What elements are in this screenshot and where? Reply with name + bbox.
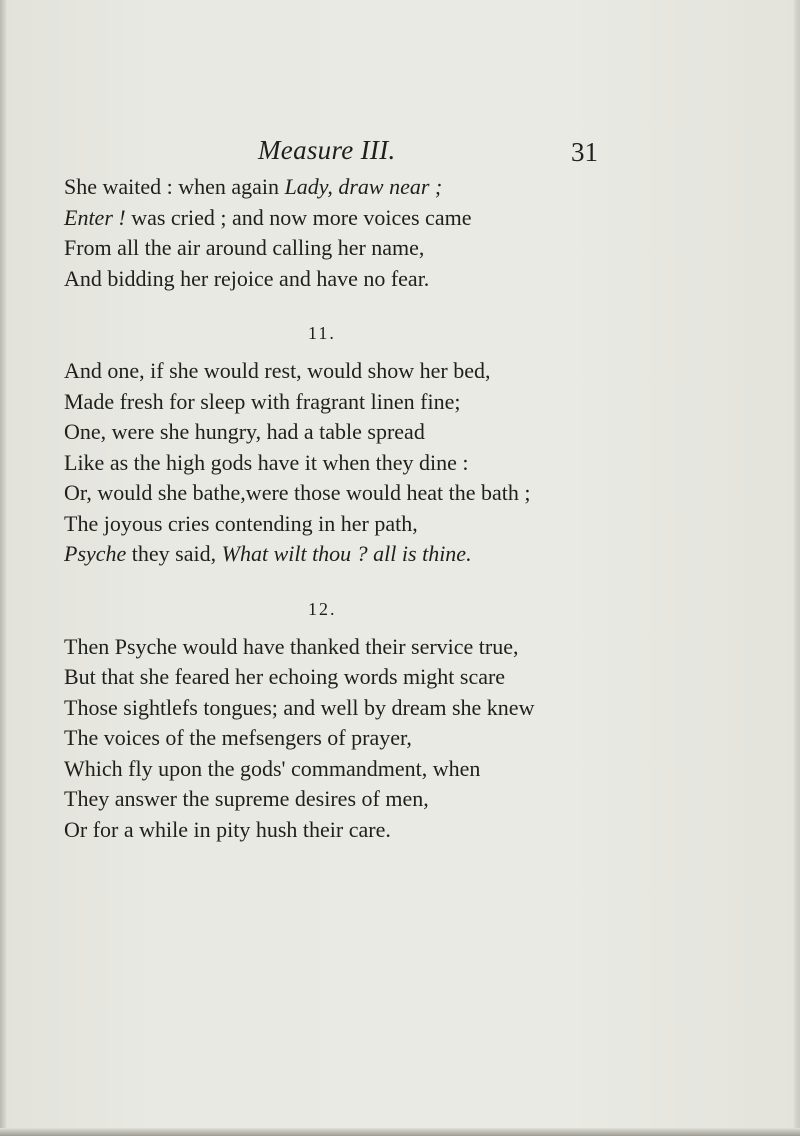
poem-line: Or for a while in pity hush their care. — [64, 816, 391, 842]
italic-phrase: Lady, draw near ; — [284, 174, 443, 199]
poem-line: They answer the supreme desires of men, — [64, 786, 429, 811]
italic-phrase: What wilt thou ? all is thine. — [221, 541, 472, 566]
poem-line — [64, 203, 604, 234]
page-header — [258, 135, 598, 175]
poem-line — [64, 539, 604, 570]
stanza-number-11: 11. — [308, 323, 336, 343]
page-left-edge — [0, 0, 6, 1136]
poem-line: Then Psyche would have thanked their service true, — [64, 633, 519, 659]
poem-text — [64, 172, 604, 845]
page-right-edge — [794, 0, 800, 1136]
stanza-12 — [64, 632, 604, 846]
poem-line: And one, if she would rest, would show her bed, — [64, 358, 491, 383]
italic-phrase: Enter ! — [64, 204, 126, 230]
poem-line: From all the air around calling her name, — [64, 235, 425, 260]
poem-line: But that she feared her echoing words might scare — [64, 664, 506, 689]
running-title: Measure III. — [258, 135, 396, 165]
poem-line: Those sightlefs tongues; and well by dream she knew — [64, 694, 535, 720]
poem-line: One, were she hungry, had a table spread — [64, 419, 425, 444]
page-number: 31 — [571, 137, 598, 167]
poem-line: Or, would she bathe,were those would heat the bath ; — [64, 480, 531, 505]
stanza-continued — [64, 172, 604, 294]
stanza-number-12: 12. — [308, 598, 337, 619]
page-bottom-edge — [0, 1128, 800, 1136]
line-text: was cried ; and now more voices came — [125, 204, 472, 230]
poem-line — [64, 172, 604, 203]
poem-line: And bidding her rejoice and have no fear. — [64, 265, 430, 291]
poem-line: The voices of the mefsengers of prayer, — [64, 725, 412, 750]
poem-line: The joyous cries contending in her path, — [64, 510, 418, 536]
line-text: She waited : when again — [64, 174, 285, 199]
italic-phrase: Psyche — [64, 541, 127, 566]
poem-line: Which fly upon the gods' commandment, when — [64, 755, 481, 781]
stanza-11 — [64, 356, 604, 570]
poem-line: Made fresh for sleep with fragrant linen fine; — [64, 388, 461, 414]
poem-line: Like as the high gods have it when they dine : — [64, 449, 469, 475]
line-text: they said, — [126, 541, 222, 566]
